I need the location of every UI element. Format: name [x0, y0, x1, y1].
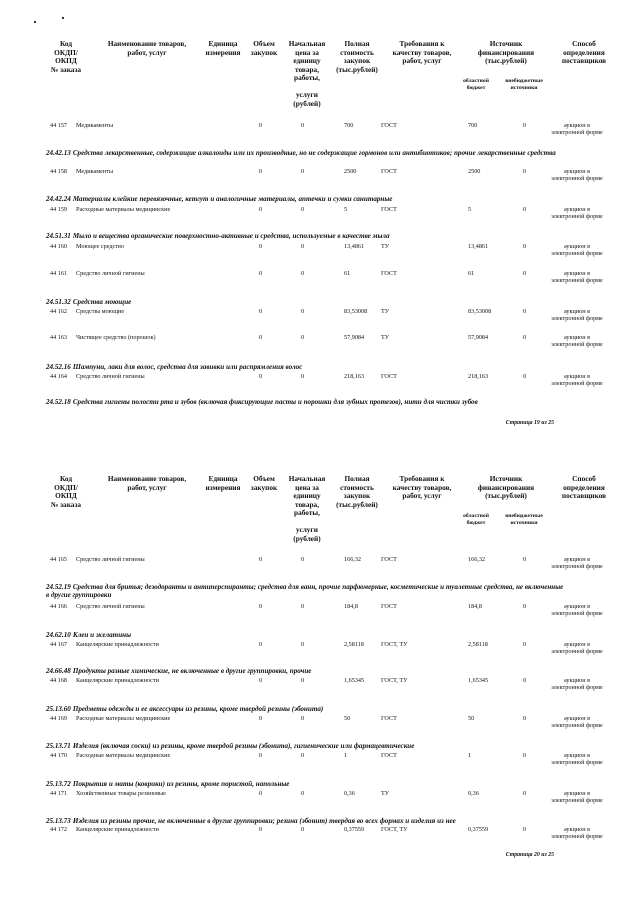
requirements-cell: ТУ [381, 790, 390, 797]
method-cell: аукцион в электронной форме [551, 168, 603, 182]
section-heading [46, 705, 566, 713]
section-code: 24.52.19 [46, 583, 71, 591]
total-cell: 2,58118 [344, 641, 364, 648]
requirements-cell: ГОСТ, ТУ [381, 826, 408, 833]
price-cell: 0 [301, 270, 305, 277]
section-title: Материалы клейкие перевязочные, кетгут и аналогичные материалы, аптечки и сумки санитарные [72, 195, 393, 203]
volume-cell: 0 [259, 206, 263, 213]
order-number: 44 161 [50, 270, 68, 277]
section-heading [46, 149, 566, 157]
price-cell: 0 [301, 641, 305, 648]
extrabudget-cell: 0 [523, 373, 527, 380]
section-title: Изделия из резины прочие, не включенные в другие группировки; резина (эбонит) твердая во всех формах и изделия из нее [72, 817, 456, 825]
method-cell: аукцион в электронной форме [551, 206, 603, 220]
requirements-cell: ГОСТ [381, 270, 397, 277]
header-code: Код ОКДП/ ОКПД № заказа [50, 39, 82, 74]
requirements-cell: ГОСТ [381, 715, 397, 722]
item-name: Хозяйственные товары резиновые [76, 790, 166, 797]
price-cell: 0 [301, 334, 305, 341]
volume-cell: 0 [259, 373, 263, 380]
total-cell: 1,65345 [344, 677, 365, 684]
extrabudget-cell: 0 [523, 270, 527, 277]
section-code: 24.42.24 [46, 195, 71, 203]
method-cell: аукцион в электронной форме [551, 308, 603, 322]
regional-budget-cell: 61 [468, 270, 475, 277]
method-cell: аукцион в электронной форме [551, 270, 603, 284]
method-cell: аукцион в электронной форме [551, 373, 603, 387]
total-cell: 50 [344, 715, 351, 722]
requirements-cell: ГОСТ [381, 373, 397, 380]
price-cell: 0 [301, 715, 305, 722]
section-title: Средства лекарственные, содержащие алкалоиды или их производные, но не содержащие гормонов или антибиотиков; прочие лекарственные средства [72, 149, 556, 157]
regional-budget-cell: 0,36 [468, 790, 479, 797]
volume-cell: 0 [259, 677, 263, 684]
price-cell: 0 [301, 243, 305, 250]
section-code: 25.13.60 [46, 705, 71, 713]
item-name: Средство личной гигиены [76, 556, 145, 563]
regional-budget-cell: 2,58118 [468, 641, 488, 648]
method-cell: аукцион в электронной форме [551, 826, 603, 840]
section-heading [46, 817, 566, 825]
section-title: Изделия (включая соски) из резины, кроме твердой резины (эбонита), гигиенические или фармацевтические [72, 742, 415, 750]
order-number: 44 166 [50, 603, 68, 610]
total-cell: 61 [344, 270, 351, 277]
item-name: Чистящее средство (порошок) [76, 334, 156, 341]
requirements-cell: ТУ [381, 334, 390, 341]
header-total: Полная стоимость закупок (тыс.рублей) [336, 474, 378, 509]
section-code: 24.42.13 [46, 149, 71, 157]
item-name: Расходные материалы медицинские [76, 206, 171, 213]
item-name: Канцелярские принадлежности [76, 641, 159, 648]
extrabudget-cell: 0 [523, 334, 527, 341]
volume-cell: 0 [259, 308, 263, 315]
header-unit: Единица измерения [205, 39, 241, 57]
method-cell: аукцион в электронной форме [551, 603, 603, 617]
header-fin-regional: областной бюджет [463, 513, 489, 526]
regional-budget-cell: 0,37559 [468, 826, 489, 833]
section-heading [46, 298, 566, 306]
total-cell: 83,53008 [344, 308, 368, 315]
volume-cell: 0 [259, 715, 263, 722]
section-heading [46, 195, 566, 203]
order-number: 44 163 [50, 334, 68, 341]
regional-budget-cell: 2500 [468, 168, 481, 175]
requirements-cell: ГОСТ [381, 122, 397, 129]
section-title: Шампуни, лаки для волос, средства для завивки или распрямления волос [72, 363, 303, 371]
method-cell: аукцион в электронной форме [551, 752, 603, 766]
section-code: 24.66.48 [46, 667, 71, 675]
price-cell: 0 [301, 826, 305, 833]
extrabudget-cell: 0 [523, 641, 527, 648]
extrabudget-cell: 0 [523, 206, 527, 213]
method-cell: аукцион в электронной форме [551, 715, 603, 729]
volume-cell: 0 [259, 790, 263, 797]
item-name: Средство личной гигиены [76, 373, 145, 380]
section-code: 25.13.72 [46, 780, 71, 788]
total-cell: 166,32 [344, 556, 362, 563]
extrabudget-cell: 0 [523, 715, 527, 722]
order-number: 44 164 [50, 373, 68, 380]
volume-cell: 0 [259, 168, 263, 175]
header-name: Наименование товаров, работ, услуг [107, 474, 187, 492]
header-price: Начальная цена за единицу товара, работы, услуги (рублей) [288, 39, 326, 108]
regional-budget-cell: 1 [468, 752, 472, 759]
item-name: Средство личной гигиены [76, 270, 145, 277]
section-code: 24.51.32 [46, 298, 71, 306]
section-title: Мыло и вещества органические поверхностно-активные и средства, используемые в качестве мыла [72, 232, 390, 240]
order-number: 44 169 [50, 715, 68, 722]
header-name: Наименование товаров, работ, услуг [107, 39, 187, 57]
total-cell: 13,4861 [344, 243, 365, 250]
price-cell: 0 [301, 790, 305, 797]
regional-budget-cell: 83,53008 [468, 308, 492, 315]
item-name: Расходные материалы медицинские [76, 715, 171, 722]
regional-budget-cell: 184,8 [468, 603, 482, 610]
price-cell: 0 [301, 206, 305, 213]
extrabudget-cell: 0 [523, 243, 527, 250]
price-cell: 0 [301, 122, 305, 129]
header-code: Код ОКДП/ ОКПД № заказа [50, 474, 82, 509]
price-cell: 0 [301, 556, 305, 563]
volume-cell: 0 [259, 243, 263, 250]
method-cell: аукцион в электронной форме [551, 790, 603, 804]
section-heading [46, 398, 566, 406]
header-financing: Источник финансирования (тыс.рублей) [477, 474, 535, 500]
requirements-cell: ГОСТ, ТУ [381, 641, 408, 648]
header-method: Способ определения поставщиков [561, 474, 607, 500]
price-cell: 0 [301, 603, 305, 610]
total-cell: 0,37559 [344, 826, 365, 833]
section-code: 25.13.71 [46, 742, 71, 750]
extrabudget-cell: 0 [523, 122, 527, 129]
section-code: 24.51.31 [46, 232, 71, 240]
item-name: Моющее средство [76, 243, 124, 250]
total-cell: 57,9084 [344, 334, 365, 341]
total-cell: 184,8 [344, 603, 358, 610]
requirements-cell: ТУ [381, 308, 390, 315]
requirements-cell: ГОСТ [381, 206, 397, 213]
order-number: 44 167 [50, 641, 68, 648]
order-number: 44 168 [50, 677, 68, 684]
section-heading [46, 232, 566, 240]
header-fin-extrabudget: внебюджетные источники [505, 78, 543, 91]
header-unit: Единица измерения [205, 474, 241, 492]
section-heading [46, 583, 566, 599]
regional-budget-cell: 57,9084 [468, 334, 489, 341]
order-number: 44 170 [50, 752, 68, 759]
price-cell: 0 [301, 168, 305, 175]
order-number: 44 157 [50, 122, 68, 129]
item-name: Средство личной гигиены [76, 603, 145, 610]
requirements-cell: ГОСТ, ТУ [381, 677, 408, 684]
extrabudget-cell: 0 [523, 752, 527, 759]
price-cell: 0 [301, 677, 305, 684]
extrabudget-cell: 0 [523, 790, 527, 797]
header-method: Способ определения поставщиков [561, 39, 607, 65]
section-code: 24.52.18 [46, 398, 71, 406]
section-heading [46, 780, 566, 788]
item-name: Медикаменты [76, 122, 114, 129]
item-name: Канцелярские принадлежности [76, 677, 159, 684]
section-code: 25.13.73 [46, 817, 71, 825]
volume-cell: 0 [259, 752, 263, 759]
method-cell: аукцион в электронной форме [551, 677, 603, 691]
volume-cell: 0 [259, 122, 263, 129]
price-cell: 0 [301, 752, 305, 759]
method-cell: аукцион в электронной форме [551, 641, 603, 655]
section-code: 24.52.16 [46, 363, 71, 371]
method-cell: аукцион в электронной форме [551, 122, 603, 136]
total-cell: 0,36 [344, 790, 355, 797]
header-requirements: Требования к качеству товаров, работ, услуг [392, 39, 452, 65]
section-title: Продукты разные химические, не включенные в другие группировки, прочие [72, 667, 312, 675]
item-name: Медикаменты [76, 168, 114, 175]
section-title: Средства моющие [72, 298, 132, 306]
order-number: 44 158 [50, 168, 68, 175]
section-heading [46, 363, 566, 371]
requirements-cell: ТУ [381, 243, 390, 250]
section-title: Клеи и желатины [72, 631, 132, 639]
extrabudget-cell: 0 [523, 677, 527, 684]
total-cell: 1 [344, 752, 348, 759]
header-volume: Объем закупок [250, 39, 278, 57]
requirements-cell: ГОСТ [381, 603, 397, 610]
section-title: Средства для бритья; дезодоранты и антиперспиранты; средства для ванн, прочие парфюмерные, косметические и туалетные средства, не включенные в другие группировки [46, 583, 564, 599]
header-requirements: Требования к качеству товаров, работ, услуг [392, 474, 452, 500]
section-title: Предметы одежды и ее аксессуары из резины, кроме твердой резины (эбонита) [72, 705, 324, 713]
total-cell: 5 [344, 206, 348, 213]
regional-budget-cell: 218,163 [468, 373, 489, 380]
volume-cell: 0 [259, 334, 263, 341]
total-cell: 2500 [344, 168, 357, 175]
header-volume: Объем закупок [250, 474, 278, 492]
total-cell: 218,163 [344, 373, 365, 380]
extrabudget-cell: 0 [523, 603, 527, 610]
page-number: Страница 20 из 25 [505, 852, 554, 858]
regional-budget-cell: 5 [468, 206, 472, 213]
item-name: Расходные материалы медицинские [76, 752, 171, 759]
order-number: 44 160 [50, 243, 68, 250]
price-cell: 0 [301, 373, 305, 380]
scan-speck [34, 21, 36, 23]
extrabudget-cell: 0 [523, 308, 527, 315]
section-code: 24.62.10 [46, 631, 71, 639]
method-cell: аукцион в электронной форме [551, 556, 603, 570]
item-name: Средства моющие [76, 308, 125, 315]
regional-budget-cell: 1,65345 [468, 677, 489, 684]
section-title: Средства гигиены полости рта и зубов (включая фиксирующие пасты и порошки для зубных протезов), нити для чистки зубов [72, 398, 478, 406]
section-heading [46, 631, 566, 639]
volume-cell: 0 [259, 641, 263, 648]
extrabudget-cell: 0 [523, 556, 527, 563]
volume-cell: 0 [259, 826, 263, 833]
method-cell: аукцион в электронной форме [551, 243, 603, 257]
requirements-cell: ГОСТ [381, 752, 397, 759]
requirements-cell: ГОСТ [381, 168, 397, 175]
volume-cell: 0 [259, 556, 263, 563]
order-number: 44 172 [50, 826, 68, 833]
item-name: Канцелярские принадлежности [76, 826, 159, 833]
header-financing: Источник финансирования (тыс.рублей) [477, 39, 535, 65]
header-price: Начальная цена за единицу товара, работы, услуги (рублей) [288, 474, 326, 543]
regional-budget-cell: 50 [468, 715, 475, 722]
order-number: 44 171 [50, 790, 68, 797]
volume-cell: 0 [259, 270, 263, 277]
total-cell: 700 [344, 122, 354, 129]
order-number: 44 165 [50, 556, 68, 563]
section-heading [46, 667, 566, 675]
regional-budget-cell: 166,32 [468, 556, 486, 563]
requirements-cell: ГОСТ [381, 556, 397, 563]
regional-budget-cell: 700 [468, 122, 478, 129]
section-title: Покрытия и маты (коврики) из резины, кроме пористой, напольные [72, 780, 290, 788]
header-fin-regional: областной бюджет [463, 78, 489, 91]
price-cell: 0 [301, 308, 305, 315]
method-cell: аукцион в электронной форме [551, 334, 603, 348]
order-number: 44 162 [50, 308, 68, 315]
volume-cell: 0 [259, 603, 263, 610]
header-total: Полная стоимость закупок (тыс.рублей) [336, 39, 378, 74]
extrabudget-cell: 0 [523, 168, 527, 175]
scan-speck [62, 17, 64, 19]
order-number: 44 159 [50, 206, 68, 213]
extrabudget-cell: 0 [523, 826, 527, 833]
section-heading [46, 742, 566, 750]
page-number: Страница 19 из 25 [505, 420, 554, 426]
header-fin-extrabudget: внебюджетные источники [505, 513, 543, 526]
regional-budget-cell: 13,4861 [468, 243, 489, 250]
